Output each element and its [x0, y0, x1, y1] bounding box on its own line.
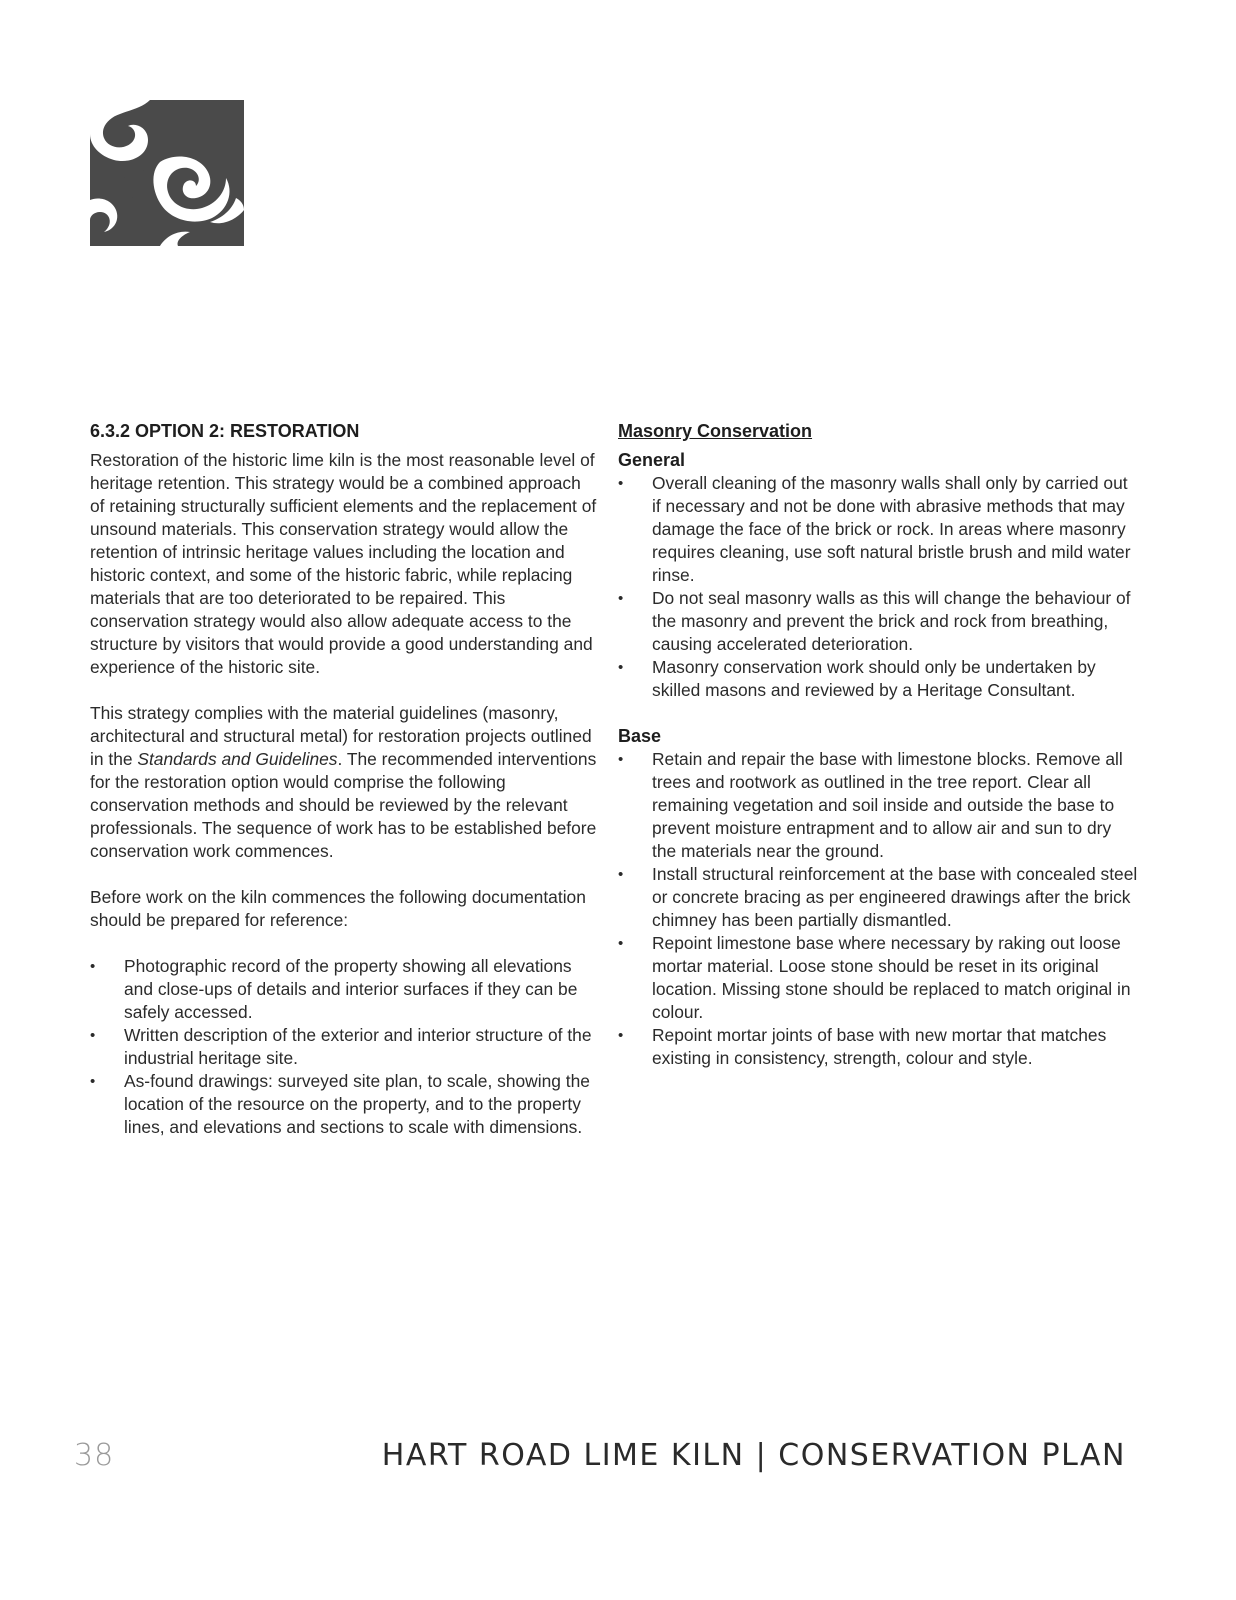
paragraph-documentation: Before work on the kiln commences the following documentation should be prepared for reference:	[90, 887, 586, 930]
bullet-icon: •	[90, 958, 96, 975]
base-heading: Base	[618, 726, 662, 746]
bullet-icon: •	[90, 1027, 96, 1044]
bullet-icon: •	[618, 475, 624, 492]
list-item-text: Repoint limestone base where necessary by raking out loose mortar material. Loose stone should be reset in its original location. Missing stone should be replaced to match original in colour.	[652, 933, 1131, 1022]
list-item	[618, 1024, 1138, 1070]
bullet-icon: •	[618, 935, 624, 952]
bullet-icon: •	[618, 866, 624, 883]
left-column	[90, 420, 600, 1139]
list-item	[618, 863, 1138, 932]
list-item-text: As-found drawings: surveyed site plan, to scale, showing the location of the resource on the property, and to the property lines, and elevations and sections to scale with dimensions.	[124, 1071, 590, 1137]
base-list	[618, 748, 1138, 1070]
list-item-text: Do not seal masonry walls as this will change the behaviour of the masonry and prevent the brick and rock from breathing, causing accelerated deterioration.	[652, 588, 1131, 654]
ampersand-logo-icon	[90, 100, 244, 246]
page-number: 38	[74, 1438, 115, 1473]
general-list	[618, 472, 1138, 702]
paragraph-restoration-intro: Restoration of the historic lime kiln is the most reasonable level of heritage retention. This strategy would be a combined approach of retaining structurally sufficient elements and the replacement of unsound materials. This conservation strategy would allow the retention of intrinsic heritage values including the location and historic context, and some of the historic fabric, while replacing materials that are too deteriorated to be repaired. This conservation strategy would also allow adequate access to the structure by visitors that would provide a good understanding and experience of the historic site.	[90, 450, 597, 677]
documentation-list	[90, 955, 600, 1139]
section-heading: 6.3.2 OPTION 2: RESTORATION	[90, 421, 360, 441]
list-item-text: Photographic record of the property showing all elevations and close-ups of details and interior surfaces if they can be safely accessed.	[124, 956, 578, 1022]
list-item-text: Masonry conservation work should only be undertaken by skilled masons and reviewed by a Heritage Consultant.	[652, 657, 1096, 700]
list-item-text: Overall cleaning of the masonry walls shall only by carried out if necessary and not be done with abrasive methods that may damage the face of the brick or rock. In areas where masonry requires cleaning, use soft natural bristle brush and mild water rinse.	[652, 473, 1131, 585]
bullet-icon: •	[90, 1073, 96, 1090]
list-item	[90, 955, 600, 1024]
list-item-text: Written description of the exterior and interior structure of the industrial heritage site.	[124, 1025, 592, 1068]
list-item	[618, 587, 1138, 656]
list-item-text: Repoint mortar joints of base with new mortar that matches existing in consistency, strength, colour and style.	[652, 1025, 1107, 1068]
bullet-icon: •	[618, 1027, 624, 1044]
bullet-icon: •	[618, 659, 624, 676]
standards-reference: Standards and Guidelines	[137, 749, 338, 769]
paragraph-text: . The recommended interventions for the restoration option would comprise the following conservation methods and should be reviewed by the relevant professionals. The sequence of work has to be established before conservation work commences.	[90, 749, 597, 861]
list-item	[90, 1070, 600, 1139]
list-item	[618, 932, 1138, 1024]
bullet-icon: •	[618, 751, 624, 768]
list-item	[618, 472, 1138, 587]
document-title: HART ROAD LIME KILN | CONSERVATION PLAN	[381, 1438, 1126, 1473]
right-column	[618, 420, 1138, 1070]
masonry-conservation-heading: Masonry Conservation	[618, 421, 813, 441]
list-item	[618, 748, 1138, 863]
list-item	[618, 656, 1138, 702]
paragraph-strategy-compliance	[90, 702, 600, 863]
spacer	[618, 702, 1138, 725]
list-item-text: Retain and repair the base with limestone blocks. Remove all trees and rootwork as outlined in the tree report. Clear all remaining vegetation and soil inside and outside the base to prevent moisture entrapment and to allow air and sun to dry the materials near the ground.	[652, 749, 1123, 861]
general-heading: General	[618, 450, 686, 470]
bullet-icon: •	[618, 590, 624, 607]
paragraph-text: This strategy complies with the material guidelines (masonry, architectural and structural metal) for restoration projects outlined in the	[90, 703, 592, 769]
list-item	[90, 1024, 600, 1070]
list-item-text: Install structural reinforcement at the base with concealed steel or concrete bracing as per engineered drawings after the brick chimney has been partially dismantled.	[652, 864, 1138, 930]
